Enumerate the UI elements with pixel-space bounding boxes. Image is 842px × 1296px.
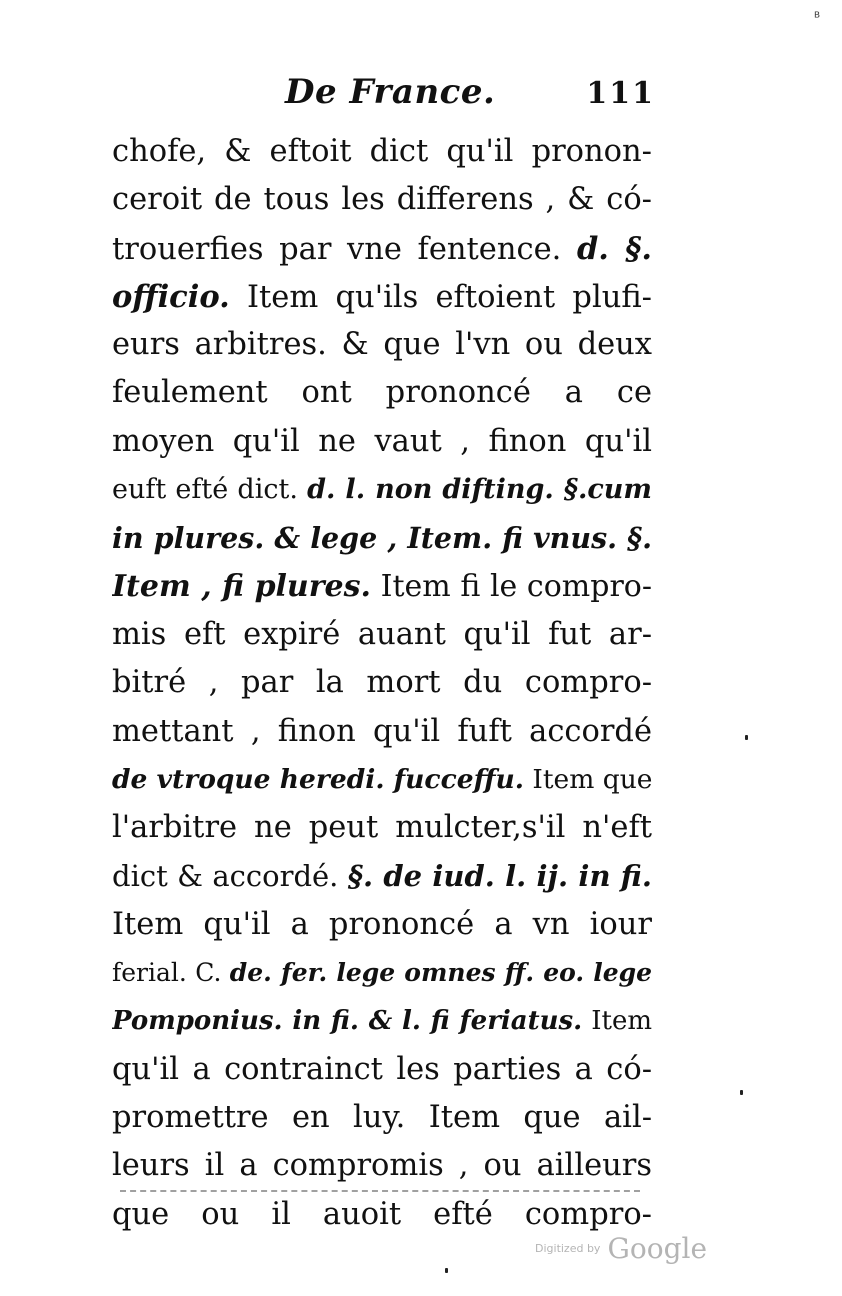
line-text: leurs il a compromis , ou ailleurs: [112, 1148, 652, 1184]
line-text: qu'il a contrainct les parties a có-: [112, 1051, 652, 1087]
line-text: Item fi le compro-: [370, 568, 652, 604]
line-text: ferial. C.: [112, 958, 230, 988]
italic-citation: Item , fi plures.: [112, 568, 371, 604]
text-line: [112, 225, 652, 273]
text-line: [112, 1046, 652, 1094]
italic-citation: in plures. & lege , Item. fi vnus. §.: [112, 521, 652, 556]
line-text: l'arbitre ne peut mulcter,s'il n'eft: [112, 810, 652, 846]
text-line: [112, 321, 652, 369]
text-line: [112, 1142, 652, 1190]
italic-citation: Pomponius. in fi. & l. fi feriatus.: [112, 1006, 583, 1037]
ink-speck: [740, 1090, 743, 1095]
italic-citation: de vtroque heredi. fucceffu.: [112, 763, 524, 795]
text-line: [112, 418, 652, 466]
text-line: [112, 369, 652, 417]
italic-citation: d. §.: [576, 230, 652, 267]
line-text: dict & accordé.: [112, 859, 348, 894]
watermark-prefix: Digitized by: [535, 1242, 601, 1255]
bottom-edge-marks: [120, 1190, 640, 1196]
line-text: Item: [582, 1006, 652, 1037]
text-line: [112, 804, 652, 852]
text-line: [112, 563, 652, 611]
line-text: mis eft expiré auant qu'il fut ar-: [112, 616, 652, 652]
text-line: [112, 997, 652, 1045]
text-line: [112, 273, 652, 321]
line-text: euft efté dict.: [112, 474, 308, 506]
line-text: mettant , finon qu'il fuft accordé: [112, 713, 652, 749]
line-text: trouerfies par vne fentence.: [112, 231, 577, 267]
italic-citation: §. de iud. l. ij. in fi.: [347, 859, 652, 894]
ink-speck: [445, 1268, 448, 1273]
text-line: [112, 1094, 652, 1142]
italic-citation: officio.: [112, 278, 230, 315]
google-logo: Google: [607, 1232, 708, 1265]
line-text: que ou il auoit efté compro-: [112, 1196, 652, 1232]
italic-citation: de. fer. lege omnes ff. eo. lege: [229, 958, 652, 988]
corner-mark: ᴮ: [813, 10, 820, 26]
text-line: [112, 901, 652, 949]
text-line: [112, 708, 652, 756]
text-line: [112, 514, 652, 562]
text-line: [112, 176, 652, 224]
line-text: bitré , par la mort du compro-: [112, 665, 652, 701]
line-text: ceroit de tous les differens , & có-: [112, 182, 652, 218]
page-number: 111: [586, 76, 655, 111]
line-text: Item qu'il a prononcé a vn iour: [112, 906, 652, 942]
body-text: [112, 128, 652, 1239]
text-line: [112, 128, 652, 176]
line-text: feulement ont prononcé a ce: [112, 375, 652, 411]
text-line: [112, 756, 652, 804]
running-title: De France.: [285, 72, 496, 112]
text-line: [112, 659, 652, 707]
text-line: [112, 466, 652, 514]
line-text: promettre en luy. Item que ail-: [112, 1099, 652, 1135]
line-text: chofe, & eftoit dict qu'il pronon-: [112, 134, 652, 169]
running-head: [110, 72, 655, 116]
ink-speck: [745, 735, 748, 740]
digitized-watermark: [535, 1232, 707, 1265]
italic-citation: d. l. non difting. §.cum: [307, 474, 652, 506]
text-line: [112, 852, 652, 900]
line-text: eurs arbitres. & que l'vn ou deux: [112, 327, 652, 363]
line-text: Item que: [523, 763, 652, 795]
text-line: [112, 611, 652, 659]
line-text: moyen qu'il ne vaut , finon qu'il: [112, 423, 652, 459]
line-text: Item qu'ils eftoient plufi-: [229, 279, 652, 315]
text-line: [112, 949, 652, 997]
